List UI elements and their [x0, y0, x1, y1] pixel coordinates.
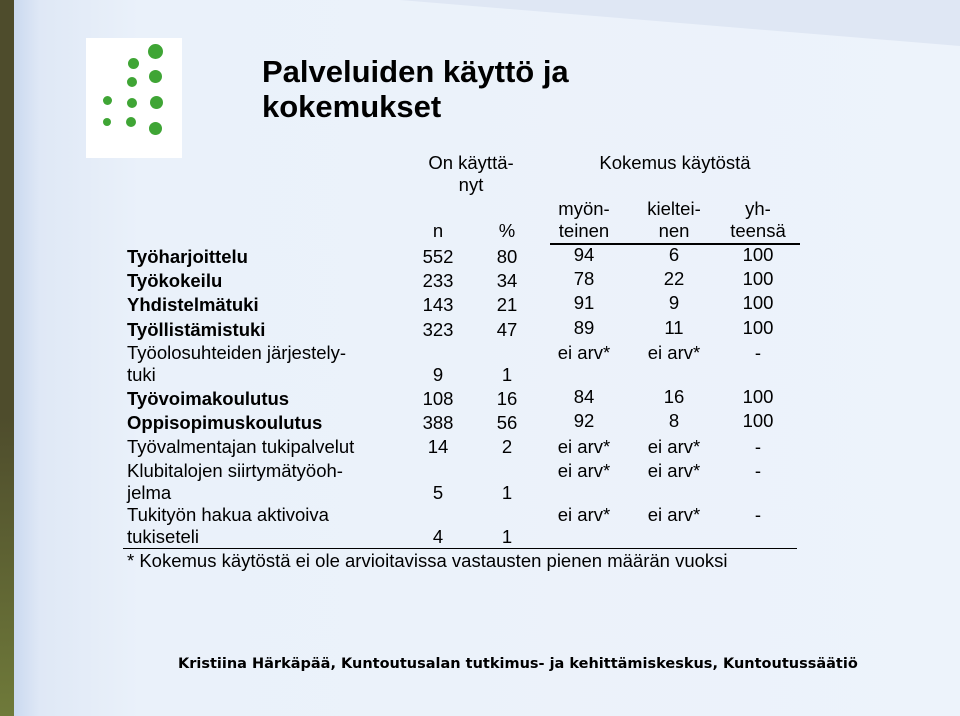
row-n: 388	[422, 412, 454, 433]
logo-dot	[103, 118, 111, 126]
row-pct: 21	[496, 294, 518, 315]
row-pct: 56	[496, 412, 518, 433]
header-experience: Kokemus käytöstä	[599, 152, 751, 173]
header-pct: %	[498, 220, 516, 241]
header-used: On käyttä- nyt	[428, 152, 514, 195]
row-positive: 89	[573, 317, 595, 338]
row-n: 143	[422, 294, 454, 315]
row-negative: ei arv*	[647, 504, 701, 525]
row-label: Yhdistelmätuki	[127, 294, 259, 315]
row-positive: 84	[573, 386, 595, 407]
row-total: 100	[742, 410, 774, 431]
slide-content	[120, 40, 920, 690]
row-negative: 22	[663, 268, 685, 289]
row-label: Klubitalojen siirtymätyöoh- jelma	[127, 460, 343, 503]
row-negative: ei arv*	[647, 436, 701, 457]
header-total: yh- teensä	[730, 198, 786, 241]
row-label: Työolosuhteiden järjestely- tuki	[127, 342, 347, 385]
row-total: -	[754, 436, 762, 457]
row-negative: ei arv*	[647, 342, 701, 363]
row-pct: 1	[501, 482, 513, 503]
row-positive: 94	[573, 244, 595, 265]
row-positive: 91	[573, 292, 595, 313]
row-n: 233	[422, 270, 454, 291]
row-pct: 80	[496, 246, 518, 267]
row-label: Työvoimakoulutus	[127, 388, 290, 409]
row-label: Työvalmentajan tukipalvelut	[127, 436, 355, 457]
row-pct: 1	[501, 526, 513, 547]
row-pct: 1	[501, 364, 513, 385]
row-pct: 34	[496, 270, 518, 291]
row-label: Työllistämistuki	[127, 319, 266, 340]
left-accent-bar	[0, 0, 14, 716]
row-positive: ei arv*	[557, 460, 611, 481]
row-negative: 8	[668, 410, 680, 431]
author-credit: Kristiina Härkäpää, Kuntoutusalan tutkimus- ja kehittämiskeskus, Kuntoutussäätiö	[178, 656, 858, 672]
row-negative: 11	[664, 317, 684, 338]
row-pct: 47	[496, 319, 518, 340]
row-total: 100	[742, 268, 774, 289]
page-title: Palveluiden käyttö ja kokemukset	[262, 54, 569, 124]
row-label: Työharjoittelu	[127, 246, 248, 267]
row-total: -	[754, 504, 762, 525]
row-total: 100	[742, 317, 774, 338]
row-pct: 16	[496, 388, 518, 409]
row-positive: 92	[573, 410, 595, 431]
row-total: -	[754, 342, 762, 363]
logo-dot	[103, 96, 112, 105]
row-n: 323	[422, 319, 454, 340]
footnote-rule	[123, 548, 797, 549]
row-n: 552	[422, 246, 454, 267]
row-positive: ei arv*	[557, 504, 611, 525]
footnote: * Kokemus käytöstä ei ole arvioitavissa vastausten pienen määrän vuoksi	[127, 550, 728, 571]
row-total: -	[754, 460, 762, 481]
row-negative: 6	[668, 244, 680, 265]
row-positive: 78	[573, 268, 595, 289]
row-positive: ei arv*	[557, 342, 611, 363]
row-n: 14	[427, 436, 449, 457]
row-pct: 2	[501, 436, 513, 457]
header-negative: kieltei- nen	[647, 198, 701, 241]
row-total: 100	[742, 386, 774, 407]
row-n: 9	[432, 364, 444, 385]
row-negative: 16	[663, 386, 685, 407]
row-n: 5	[432, 482, 444, 503]
row-total: 100	[742, 292, 774, 313]
row-label: Työkokeilu	[127, 270, 223, 291]
row-label: Oppisopimuskoulutus	[127, 412, 323, 433]
row-n: 108	[422, 388, 454, 409]
row-positive: ei arv*	[557, 436, 611, 457]
row-negative: 9	[668, 292, 680, 313]
row-label: Tukityön hakua aktivoiva tukiseteli	[127, 504, 329, 547]
row-n: 4	[432, 526, 444, 547]
row-total: 100	[742, 244, 774, 265]
header-n: n	[432, 220, 444, 241]
row-negative: ei arv*	[647, 460, 701, 481]
header-positive: myön- teinen	[558, 198, 610, 241]
